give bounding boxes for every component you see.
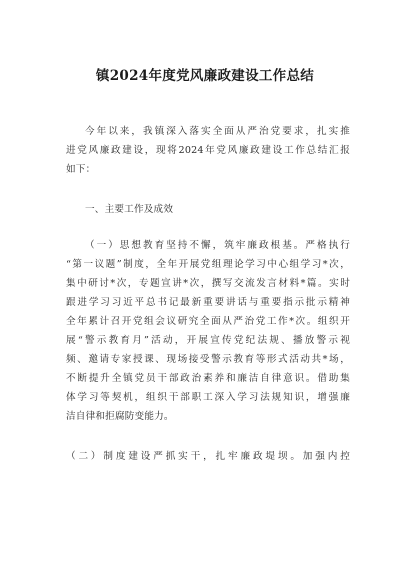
paragraph-line: 不断提升全镇党员干部政治素养和廉洁自律意识。借助集 [66, 373, 350, 384]
intro-line: 进党风廉政建设，现将2024年党风廉政建设工作总结汇报 [66, 145, 350, 156]
paragraph-line: 展“警示教育月”活动，开展宣传党纪法规、播放警示视 [66, 335, 350, 346]
paragraph-line: 体学习等契机，组织干部职工深入学习法规知识，增强廉 [66, 392, 350, 403]
paragraph-line: 洁自律和拒腐防变能力。 [66, 411, 174, 422]
paragraph-line: “第一议题”制度，全年开展党组理论学习中心组学习*次， [66, 259, 350, 270]
paragraph-line: （一）思想教育坚持不懈，筑牢廉政根基。严格执行 [85, 240, 350, 251]
intro-line: 今年以来，我镇深入落实全面从严治党要求，扎实推 [85, 126, 350, 137]
intro-line: 如下： [66, 164, 96, 175]
document-body [66, 122, 350, 466]
paragraph-line: 频、邀请专家授课、现场接受警示教育等形式活动共*场， [66, 354, 350, 365]
paragraph-line: 集中研讨*次，专题宣讲*次，撰写交流发言材料*篇。实时 [66, 278, 350, 289]
paragraph-line: 全年累计召开党组会议研究全面从严治党工作*次。组织开 [66, 316, 350, 327]
section-heading: 一、主要工作及成效 [85, 204, 174, 215]
subsection-heading-line: （二）制度建设严抓实干，扎牢廉政堤坝。加强内控 [66, 451, 350, 462]
document-title: 镇2024年度党风廉政建设工作总结 [95, 68, 315, 84]
paragraph-line: 跟进学习习近平总书记最新重要讲话与重要指示批示精神 [66, 297, 350, 308]
